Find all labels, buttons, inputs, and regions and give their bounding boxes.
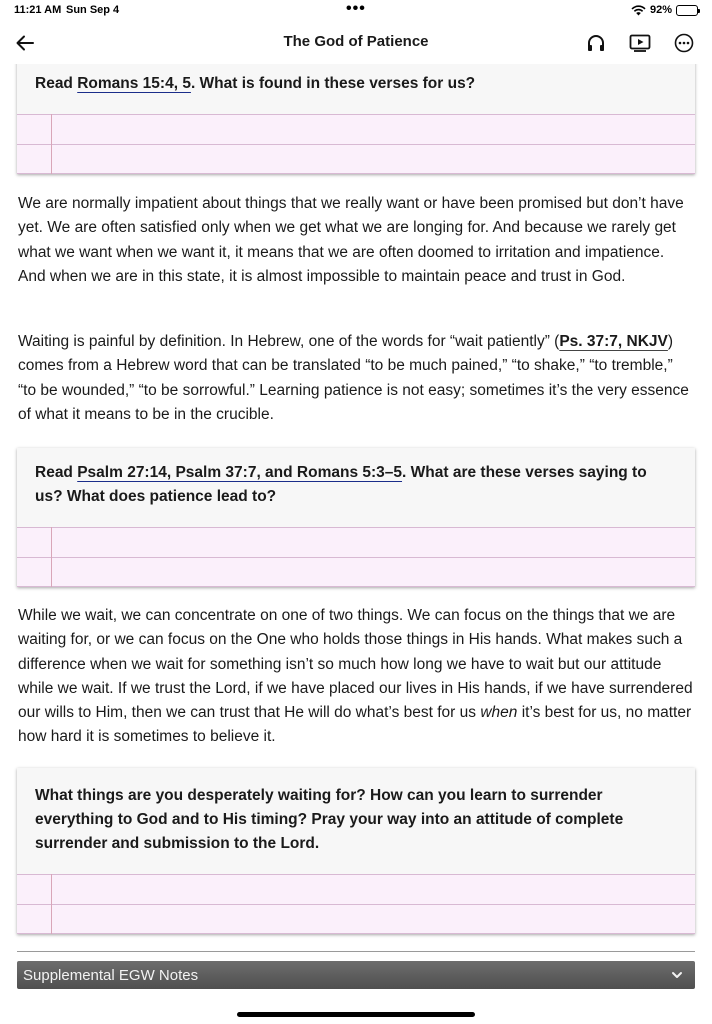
home-indicator[interactable] [237,1012,475,1017]
supplemental-egw-notes-toggle[interactable] [17,961,695,989]
video-play-icon [629,34,651,52]
question-3-text: What things are you desperately waiting for? How can you learn to surrender everything to God and to His timing? Pray your way into an attitude of complete surrender and submission to the Lord. [35,787,624,852]
question-1-prefix: Read [35,75,78,92]
paragraph-2-after: ) comes from a Hebrew word that can be translated “to be much pained,” “to shake,” “to tremble,” “to be wounded,” “to be sorrowful.” Learning patience is not easy; sometimes it’s the very essence of what it means to be in the crucible. [18,333,689,423]
question-card-3 [17,768,695,934]
bible-link-ps-37-7[interactable]: Ps. 37:7, NKJV [559,333,668,350]
paragraph-3 [18,604,694,750]
status-bar [0,0,712,22]
status-time: 11:21 AM [14,4,62,16]
headphones-icon [586,34,606,52]
battery-icon [676,5,698,16]
bible-link-romans-15-4[interactable]: Romans 15:4, 5 [77,75,191,92]
paragraph-1: We are normally impatient about things that we really want or have been promised but don’t have yet. We are often satisfied only when we get what we are longing for. And because we rarely get what we want when we want it, it means that we are often doomed to irritation and impatience. And when we are in this state, it is almost impossible to maintain peace and trust in God. [18,195,684,285]
status-date: Sun Sep 4 [66,4,120,16]
page-title: The God of Patience [283,33,429,50]
question-card-2 [17,448,695,587]
status-right [631,4,698,16]
paragraph-3-before: While we wait, we can concentrate on one of two things. We can focus on the things that we are waiting for, or we can focus on the One who holds those things in His hands. What makes such a difference when we wait for something isn’t so much how long we have to wait but our attitude while we wait. If we trust the Lord, if we have placed our lives in His hands, if we have surrendered our wills to Him, then we can trust that He will do what’s best for us [18,607,693,722]
answer-field-2[interactable] [17,527,695,587]
wifi-icon [631,5,646,16]
paragraph-3-italic: when [480,704,518,722]
section-divider [17,951,695,952]
bible-link-psalm-27-14[interactable]: Psalm 27:14, Psalm 37:7, and Romans 5:3–5 [77,464,403,481]
answer-field-3[interactable] [17,874,695,934]
paragraph-2 [18,330,694,427]
paragraph-3-after: it’s best for us, no matter how hard it is sometimes to believe it. [18,704,692,746]
supplemental-label: Supplemental EGW Notes [23,966,199,984]
nav-actions [584,31,696,55]
nav-bar [0,22,712,64]
multitasking-dots-icon[interactable]: ••• [346,0,366,17]
more-options-icon [674,33,694,53]
paragraph-2-before: Waiting is painful by definition. In Hebrew, one of the words for “wait patiently” ( [18,333,560,350]
question-2-suffix: . What are these verses saying to us? What does patience lead to? [35,464,647,505]
question-card-1 [17,54,695,174]
chevron-down-icon [671,967,683,983]
question-1-suffix: . What is found in these verses for us? [190,75,476,92]
video-button[interactable] [628,31,652,55]
question-2-prefix: Read [35,464,78,481]
battery-percent: 92% [649,4,672,16]
answer-field-1[interactable] [17,114,695,174]
audio-button[interactable] [584,31,608,55]
question-2-text [17,448,695,509]
more-button[interactable] [672,31,696,55]
